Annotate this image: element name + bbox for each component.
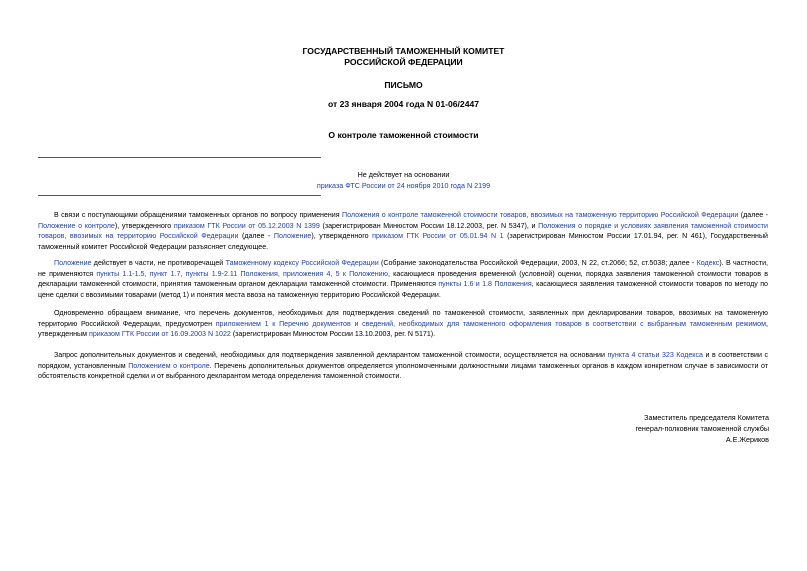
text: ). В частности, не применяются — [38, 259, 769, 278]
link-regulation[interactable]: Положение — [273, 232, 312, 241]
link-points-not-applied[interactable]: пункты 1.1-1.5, пункт 1.7, пункты 1.9-2.11 Положения, приложения 4, 5 к Положению — [96, 269, 388, 278]
issuing-organization — [0, 46, 807, 68]
text: действует в части, не противоречащей — [91, 259, 226, 267]
text: (зарегистрирован Минюстом России 17.01.94, рег. N 461), Государственный таможенный комитет Российской Федерации разъясняет следующее. — [38, 232, 769, 251]
text: (далее - — [738, 211, 768, 219]
document-type: ПИСЬМО — [384, 80, 423, 90]
link-order-1022[interactable]: приказом ГТК России от 16.09.2003 N 1022 — [89, 330, 231, 339]
status-line: Не действует на основании — [357, 170, 450, 179]
link-order-1399[interactable]: приказом ГТК России от 05.12.2003 N 1399 — [173, 221, 320, 230]
paragraph-1 — [38, 210, 768, 252]
link-regulation-control[interactable]: Положением о контроле — [128, 361, 210, 370]
text: (далее - — [238, 232, 274, 241]
link-article-323[interactable]: пункта 4 статьи 323 Кодекса — [607, 351, 703, 359]
status-note — [0, 169, 807, 191]
link-regulation-control-short[interactable]: Положение о контроле — [38, 221, 115, 230]
link-appendix-1[interactable]: приложением 1 к Перечню документов и сведений, необходимых для таможенного оформления товаров в соответствии с выбранным таможенным режимом — [215, 319, 767, 328]
divider-top — [38, 157, 321, 158]
link-points-applied[interactable]: пункты 1.6 и 1.8 Положения — [438, 280, 532, 289]
link-order-1[interactable]: приказом ГТК России от 05.01.94 N 1 — [372, 232, 504, 241]
paragraph-3 — [38, 308, 768, 340]
text: Запрос дополнительных документов и сведений, необходимых для подтверждения заявленной декларантом таможенной стоимости, осуществляется на основании — [54, 351, 608, 359]
text: , касающиеся проведения временной (условной) оценки, порядка заявления таможенной стоимости товаров в декларации таможенной стоимости, принятия таможенным органом декларации таможенной стоимости. Применяются — [38, 269, 769, 289]
text: (зарегистрирован Минюстом России 18.12.2003, рег. N 5347), и — [319, 221, 539, 230]
signatory-name: А.Е.Жериков — [725, 435, 769, 444]
text: (Собрание законодательства Российской Федерации, 2003, N 22, ст.2066; 52, ст.5038; далее - — [378, 259, 697, 267]
text: ), утвержденного — [114, 221, 174, 230]
text: . Перечень дополнительных документов определяется уполномоченными должностными лицами таможенных органов в каждом конкретном случае в зависимости от обстоятельств конкретной сделки и от выбранного декларантом метода определения таможенной стоимости. — [38, 361, 768, 381]
link-regulation[interactable]: Положение — [54, 259, 92, 267]
paragraph-4 — [38, 350, 768, 382]
document-date-number: от 23 января 2004 года N 01-06/2447 — [327, 99, 480, 109]
link-customs-code[interactable]: Таможенному кодексу Российской Федерации — [225, 259, 379, 267]
text: , касающиеся заявления таможенной стоимости товаров по методу по цене сделки с ввозимыми товарами (метод 1) и понятия места ввоза на таможенную территорию Российской Федерации. — [38, 280, 768, 299]
text: , утвержденным — [38, 319, 768, 339]
text: и в соответствии с порядком, установленным — [38, 351, 768, 370]
org-line-2: РОССИЙСКОЙ ФЕДЕРАЦИИ — [344, 57, 463, 67]
link-code[interactable]: Кодекс — [696, 259, 720, 267]
text: Одновременно обращаем внимание, что перечень документов, необходимых для подтверждения сведений по таможенной стоимости, заявленных при декларировании товаров, ввозимых на таможенную территорию Российской Федерации, предусмотрен — [38, 309, 768, 328]
document-title: О контроле таможенной стоимости — [328, 130, 479, 140]
text: (зарегистрирован Минюстом России 13.10.2003, рег. N 5171). — [230, 330, 436, 339]
link-regulation-control[interactable]: Положения о контроле таможенной стоимости товаров, ввозимых на таможенную территорию Российской Федерации — [342, 211, 739, 219]
text: В связи с поступающими обращениями таможенных органов по вопросу применения — [54, 211, 342, 219]
signatory-rank: генерал-полковник таможенной службы — [635, 424, 769, 433]
paragraph-2 — [38, 258, 768, 300]
signatory-position: Заместитель председателя Комитета — [644, 413, 769, 422]
link-regulation-declaration[interactable]: Положения о порядке и условиях заявления таможенной стоимости товаров, ввозимых на территорию Российской Федерации — [38, 221, 769, 241]
divider-bottom — [38, 195, 321, 196]
text: ), утвержденного — [311, 232, 373, 241]
signature-block — [569, 412, 769, 445]
status-link[interactable]: приказа ФТС России от 24 ноября 2010 года N 2199 — [316, 181, 491, 190]
org-line-1: ГОСУДАРСТВЕННЫЙ ТАМОЖЕННЫЙ КОМИТЕТ — [302, 46, 505, 56]
